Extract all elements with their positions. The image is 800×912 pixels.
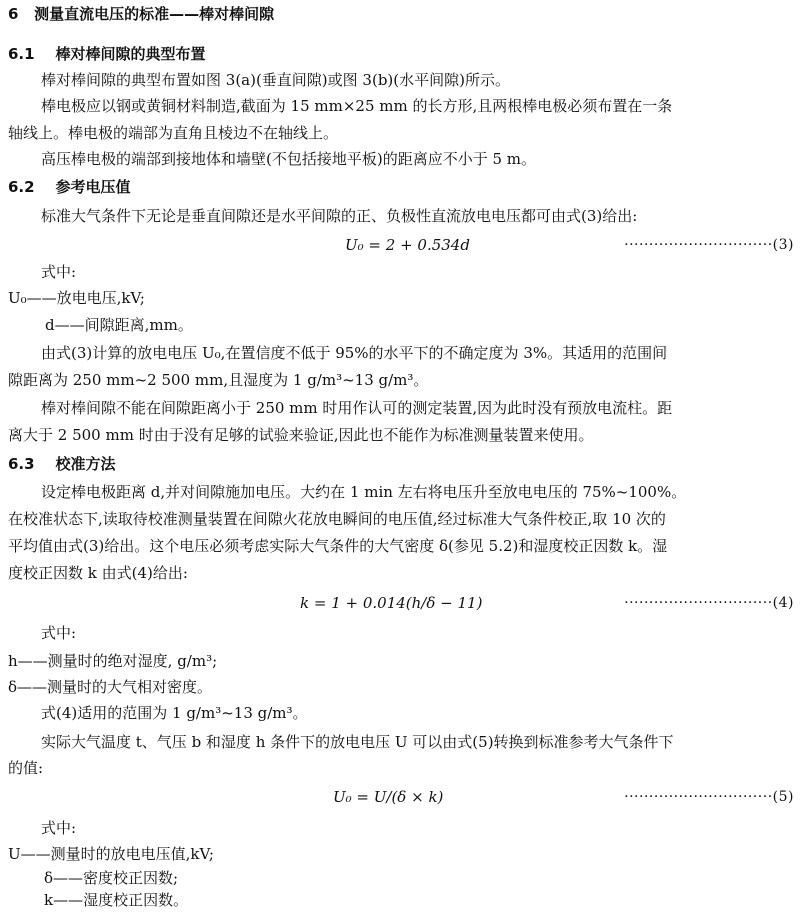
paragraph-line: 在校准状态下,读取待校准测量装置在间隙火花放电瞬间的电压值,经过标准大气条件校正,取 10 次的 xyxy=(8,510,666,528)
formula-ref: ······························(5) xyxy=(624,789,794,805)
formula-3 xyxy=(0,234,800,256)
paragraph-line: 式(4)适用的范围为 1 g/m³~13 g/m³。 xyxy=(41,704,308,722)
paragraph-line: 由式(3)计算的放电电压 U₀,在置信度不低于 95%的水平下的不确定度为 3%。其适用的范围间 xyxy=(41,344,668,362)
paragraph-line: 平均值由式(3)给出。这个电压必须考虑实际大气条件的大气密度 δ(参见 5.2)和湿度校正因数 k。湿 xyxy=(8,537,668,555)
subsection-heading-6-2: 6.2 参考电压值 xyxy=(8,178,131,196)
formula-text: k = 1 + 0.014(h/δ − 11) xyxy=(300,594,483,612)
definition: d——间隙距离,mm。 xyxy=(45,316,193,334)
where-label: 式中: xyxy=(41,819,77,837)
paragraph-line: 棒对棒间隙的典型布置如图 3(a)(垂直间隙)或图 3(b)(水平间隙)所示。 xyxy=(41,71,510,89)
paragraph-line: 实际大气温度 t、气压 b 和湿度 h 条件下的放电电压 U 可以由式(5)转换到标准参考大气条件下 xyxy=(41,733,674,751)
definition: U₀——放电电压,kV; xyxy=(8,289,145,307)
paragraph-line: 度校正因数 k 由式(4)给出: xyxy=(8,564,188,582)
where-label: 式中: xyxy=(41,263,77,281)
formula-ref: ······························(3) xyxy=(624,237,794,253)
paragraph-line: 高压棒电极的端部到接地体和墙壁(不包括接地平板)的距离应不小于 5 m。 xyxy=(41,150,537,168)
paragraph-line: 离大于 2 500 mm 时由于没有足够的试验来验证,因此也不能作为标准测量装置来使用。 xyxy=(8,426,594,444)
paragraph-line: 标准大气条件下无论是垂直间隙还是水平间隙的正、负极性直流放电电压都可由式(3)给出: xyxy=(41,207,638,225)
paragraph-line: 设定棒电极距离 d,并对间隙施加电压。大约在 1 min 左右将电压升至放电电压的 75%~100%。 xyxy=(41,483,687,501)
formula-text: U₀ = U/(δ × k) xyxy=(333,788,444,806)
subsection-heading-6-1: 6.1 棒对棒间隙的典型布置 xyxy=(8,45,206,63)
paragraph-line: 的值: xyxy=(8,759,44,777)
section-number: 6 xyxy=(8,5,19,23)
paragraph-line: 隙距离为 250 mm~2 500 mm,且湿度为 1 g/m³~13 g/m³。 xyxy=(8,371,429,389)
definition: h——测量时的绝对湿度, g/m³; xyxy=(8,652,218,670)
where-label: 式中: xyxy=(41,624,77,642)
definition: k——湿度校正因数。 xyxy=(44,891,189,909)
formula-text: U₀ = 2 + 0.534d xyxy=(345,236,470,254)
definition: δ——测量时的大气相对密度。 xyxy=(8,678,213,696)
formula-5 xyxy=(0,786,800,808)
section-heading xyxy=(0,3,800,25)
subsection-heading-6-3: 6.3 校准方法 xyxy=(8,455,116,473)
definition: U——测量时的放电电压值,kV; xyxy=(8,845,214,863)
formula-4 xyxy=(0,592,800,614)
paragraph-line: 棒电极应以钢或黄铜材料制造,截面为 15 mm×25 mm 的长方形,且两根棒电极必须布置在一条 xyxy=(41,97,673,115)
formula-ref: ······························(4) xyxy=(624,595,794,611)
definition: δ——密度校正因数; xyxy=(44,869,179,887)
paragraph-line: 棒对棒间隙不能在间隙距离小于 250 mm 时用作认可的测定装置,因为此时没有预放电流柱。距 xyxy=(41,399,673,417)
paragraph-line: 轴线上。棒电极的端部为直角且棱边不在轴线上。 xyxy=(8,124,339,142)
section-title: 测量直流电压的标准——棒对棒间隙 xyxy=(34,5,275,23)
